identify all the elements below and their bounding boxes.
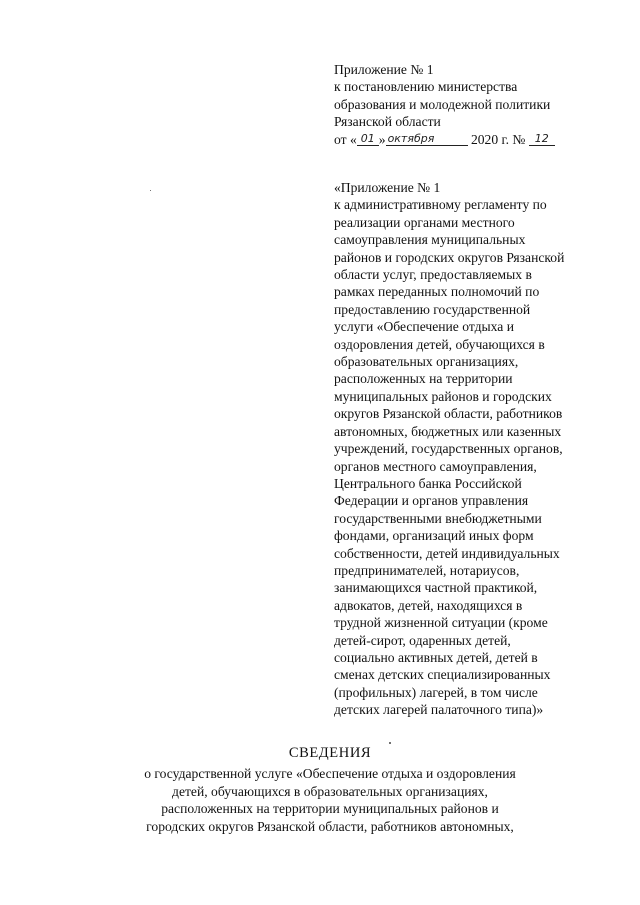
regulation-line: детских лагерей палаточного типа)»	[334, 702, 544, 718]
regulation-line: собственности, детей индивидуальных	[334, 545, 560, 561]
regulation-line: органов местного самоуправления,	[334, 458, 537, 474]
regulation-line: детей-сирот, одаренных детей,	[334, 632, 511, 648]
regulation-line: оздоровления детей, обучающихся в	[334, 336, 545, 352]
regulation-line: области услуг, предоставляемых в	[334, 267, 532, 283]
svedenia-line: расположенных на территории муниципальных районов и	[161, 801, 499, 817]
regulation-line: адвокатов, детей, находящихся в	[334, 597, 523, 613]
regulation-line: округов Рязанской области, работников	[334, 406, 563, 422]
decree-date-line	[334, 131, 614, 148]
date-year-text: 2020 г. №	[467, 131, 529, 147]
regulation-line: районов и городских округов Рязанской	[334, 249, 565, 265]
appendix-header	[334, 61, 614, 148]
regulation-line: автономных, бюджетных или казенных	[334, 423, 562, 439]
regulation-line: предпринимателей, нотариусов,	[334, 562, 520, 578]
regulation-line: трудной жизненной ситуации (кроме	[334, 615, 548, 631]
appendix-header-line: Рязанской области	[334, 114, 441, 130]
regulation-line: занимающихся частной практикой,	[334, 580, 538, 596]
regulation-line: фондами, организаций иных форм	[334, 528, 534, 544]
appendix-header-line: к постановлению министерства	[334, 79, 518, 95]
date-month-blank	[386, 131, 468, 146]
regulation-line: рамках переданных полномочий по	[334, 284, 540, 300]
scan-speck	[389, 742, 391, 744]
regulation-line: муниципальных районов и городских	[334, 388, 552, 404]
date-quote: »	[378, 131, 386, 147]
regulation-line: учреждений, государственных органов,	[334, 441, 563, 457]
date-day-blank	[357, 131, 379, 146]
regulation-line: Федерации и органов управления	[334, 493, 529, 509]
regulation-line: услуги «Обеспечение отдыха и	[334, 319, 514, 335]
date-day-handwritten: 01	[360, 131, 375, 145]
regulation-line: Центрального банка Российской	[334, 475, 522, 491]
regulation-line: «Приложение № 1	[334, 180, 441, 195]
doc-number-handwritten: 12	[534, 131, 549, 145]
regulation-line: сменах детских специализированных	[334, 667, 551, 683]
regulation-line: расположенных на территории	[334, 371, 513, 387]
regulation-line: к административному регламенту по	[334, 197, 547, 213]
scan-speck	[150, 190, 151, 191]
regulation-line: (профильных) лагерей, в том числе	[334, 684, 538, 700]
regulation-line: реализации органами местного	[334, 214, 515, 230]
appendix-header-line: образования и молодежной политики	[334, 96, 551, 112]
appendix-header-line: Приложение № 1	[334, 62, 434, 77]
regulation-line: социально активных детей, детей в	[334, 649, 538, 665]
regulation-line: государственными внебюджетными	[334, 510, 542, 526]
regulation-line: самоуправления муниципальных	[334, 232, 526, 248]
svedenia-line: городских округов Рязанской области, работников автономных,	[146, 818, 514, 834]
regulation-line: предоставлению государственной	[334, 301, 531, 317]
date-prefix: от «	[334, 131, 357, 147]
date-month-handwritten: октября	[387, 131, 435, 145]
svedenia-title: СВЕДЕНИЯ	[288, 745, 372, 761]
doc-number-blank	[529, 131, 555, 146]
regulation-appendix	[334, 179, 614, 719]
svedenia-line: о государственной услуге «Обеспечение отдыха и оздоровления	[144, 766, 516, 781]
regulation-line: образовательных организациях,	[334, 354, 519, 370]
svedenia-line: детей, обучающихся в образовательных организациях,	[172, 783, 488, 799]
svedenia-body	[70, 765, 590, 835]
